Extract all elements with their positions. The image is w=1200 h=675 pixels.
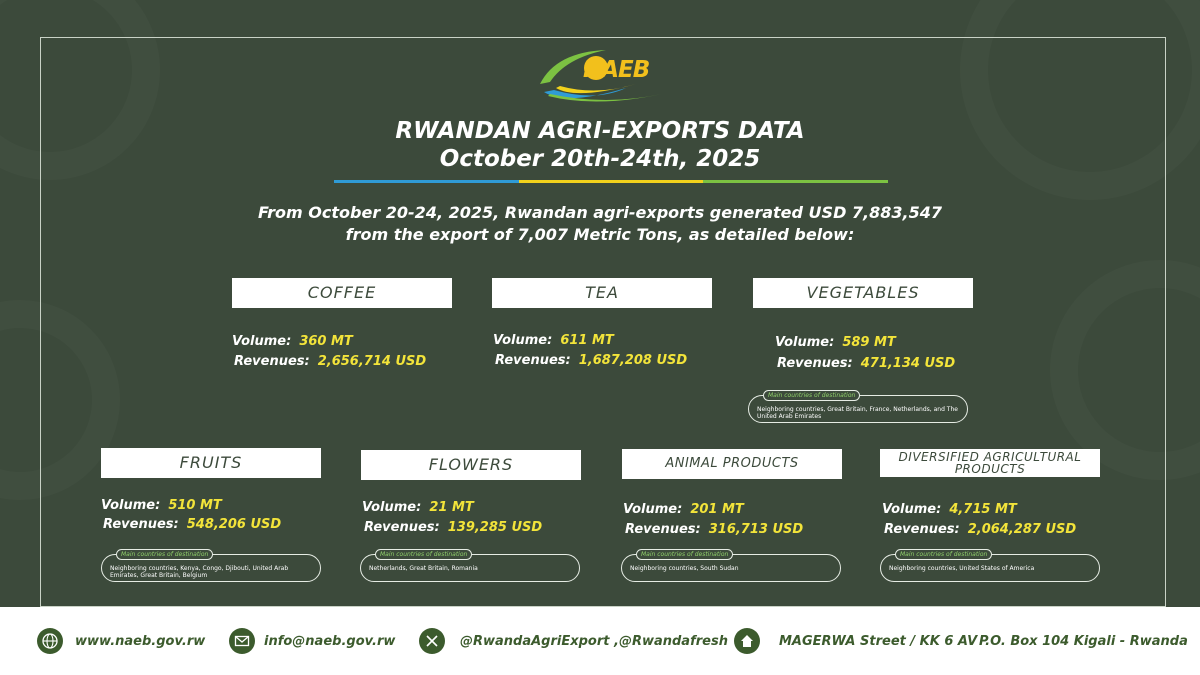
tea-revenues: Revenues: 1,687,208 USD	[495, 353, 688, 368]
vegetables-volume: Volume: 589 MT	[775, 335, 896, 350]
destination-label: Main countries of destination	[763, 390, 860, 401]
flowers-volume: Volume: 21 MT	[362, 500, 474, 515]
summary-line-1: From October 20-24, 2025, Rwandan agri-exports generated USD 7,883,547	[257, 203, 942, 222]
product-header-vegetables: VEGETABLES	[753, 278, 973, 308]
destination-text: Neighboring countries, United States of America	[889, 565, 1035, 572]
page-subtitle-date: October 20th-24th, 2025	[439, 146, 761, 172]
product-header-flowers: FLOWERS	[361, 450, 581, 480]
tea-volume: Volume: 611 MT	[493, 333, 614, 348]
flowers-revenues: Revenues: 139,285 USD	[364, 520, 543, 535]
animal-products-destinations	[621, 551, 841, 582]
social-handles[interactable]: @RwandaAgriExport ,@Rwandafresh	[460, 634, 728, 649]
page-title: RWANDAN AGRI-EXPORTS DATA	[395, 118, 805, 144]
coffee-volume: Volume: 360 MT	[232, 334, 353, 349]
destination-text: Neighboring countries, South Sudan	[630, 565, 739, 572]
summary-line-2: from the export of 7,007 Metric Tons, as detailed below:	[345, 225, 855, 244]
destination-text: Neighboring countries, Kenya, Congo, Djibouti, United Arab Emirates, Great Britain, Belgium	[110, 565, 289, 579]
po-box: P.O. Box 104 Kigali - Rwanda	[979, 634, 1188, 649]
destination-text: Neighboring countries, Great Britain, France, Netherlands, and The United Arab Emirates	[757, 406, 958, 420]
vegetables-destinations	[748, 392, 968, 423]
coffee-revenues: Revenues: 2,656,714 USD	[234, 354, 427, 369]
title-underline	[334, 180, 888, 183]
email-link[interactable]: info@naeb.gov.rw	[264, 634, 396, 649]
product-header-tea: TEA	[492, 278, 712, 308]
home-icon	[734, 628, 760, 654]
flowers-destinations	[360, 551, 580, 582]
destination-label: Main countries of destination	[636, 549, 733, 560]
fruits-destinations	[101, 551, 321, 582]
fruits-revenues: Revenues: 548,206 USD	[103, 517, 282, 532]
logo-text: NAEB	[583, 57, 650, 83]
product-header-fruits: FRUITS	[101, 448, 321, 478]
destination-label: Main countries of destination	[375, 549, 472, 560]
product-header-diversified-agricultural-products: DIVERSIFIED AGRICULTURAL PRODUCTS	[880, 449, 1100, 477]
destination-text: Netherlands, Great Britain, Romania	[369, 565, 478, 572]
street-address: MAGERWA Street / KK 6 AV	[779, 634, 978, 649]
diversified-destinations	[880, 551, 1100, 582]
animal-products-volume: Volume: 201 MT	[623, 502, 744, 517]
destination-label: Main countries of destination	[895, 549, 992, 560]
product-header-coffee: COFFEE	[232, 278, 452, 308]
diversified-volume: Volume: 4,715 MT	[882, 502, 1017, 517]
diversified-revenues: Revenues: 2,064,287 USD	[884, 522, 1077, 537]
animal-products-revenues: Revenues: 316,713 USD	[625, 522, 804, 537]
mail-icon	[229, 628, 255, 654]
vegetables-revenues: Revenues: 471,134 USD	[777, 356, 956, 371]
fruits-volume: Volume: 510 MT	[101, 498, 222, 513]
x-icon	[419, 628, 445, 654]
product-header-animal-products: ANIMAL PRODUCTS	[622, 449, 842, 479]
website-link[interactable]: www.naeb.gov.rw	[75, 634, 206, 649]
globe-icon	[37, 628, 63, 654]
destination-label: Main countries of destination	[116, 549, 213, 560]
